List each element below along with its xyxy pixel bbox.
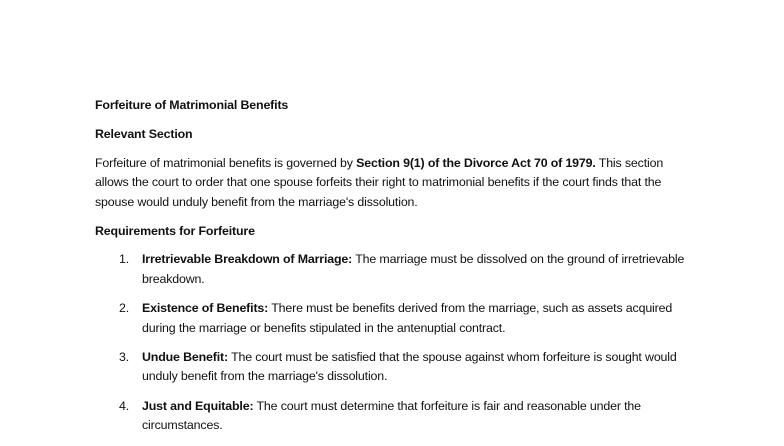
requirement-term: Undue Benefit: xyxy=(142,350,229,365)
requirement-item xyxy=(95,348,695,387)
requirement-number: 2. xyxy=(119,301,130,316)
requirement-term: Irretrievable Breakdown of Marriage: xyxy=(142,252,353,267)
requirement-text: The court must be satisfied that the spouse against whom forfeiture is sought would unduly benefit from the marriage's dissolution. xyxy=(142,350,677,384)
intro-text-after: This section allows the court to order that one spouse forfeits their right to matrimonial benefits if the court finds that the spouse would unduly benefit from the marriage's dissolution. xyxy=(95,155,664,209)
requirement-text: There must be benefits derived from the marriage, such as assets acquired during the marriage or benefits stipulated in the antenuptial contract. xyxy=(142,301,673,335)
requirement-term: Existence of Benefits: xyxy=(142,301,269,316)
intro-statute-reference: Section 9(1) of the Divorce Act 70 of 1979. xyxy=(356,155,596,170)
requirement-number: 1. xyxy=(119,252,130,267)
requirement-term: Just and Equitable: xyxy=(142,398,254,413)
requirements-heading: Requirements for Forfeiture xyxy=(95,224,255,239)
requirement-item xyxy=(95,250,695,289)
requirements-list xyxy=(95,250,695,435)
requirement-number: 4. xyxy=(119,398,130,413)
intro-paragraph xyxy=(95,154,695,212)
requirement-number: 3. xyxy=(119,350,130,365)
requirement-item xyxy=(95,397,695,436)
requirement-text: The court must determine that forfeiture is fair and reasonable under the circumstances. xyxy=(142,398,641,433)
document-title: Forfeiture of Matrimonial Benefits xyxy=(95,98,289,112)
intro-text-before: Forfeiture of matrimonial benefits is governed by xyxy=(95,155,357,170)
requirement-item xyxy=(95,299,695,338)
document-body xyxy=(95,96,695,446)
section-heading: Relevant Section xyxy=(95,127,193,142)
requirement-text: The marriage must be dissolved on the ground of irretrievable breakdown. xyxy=(142,252,685,286)
